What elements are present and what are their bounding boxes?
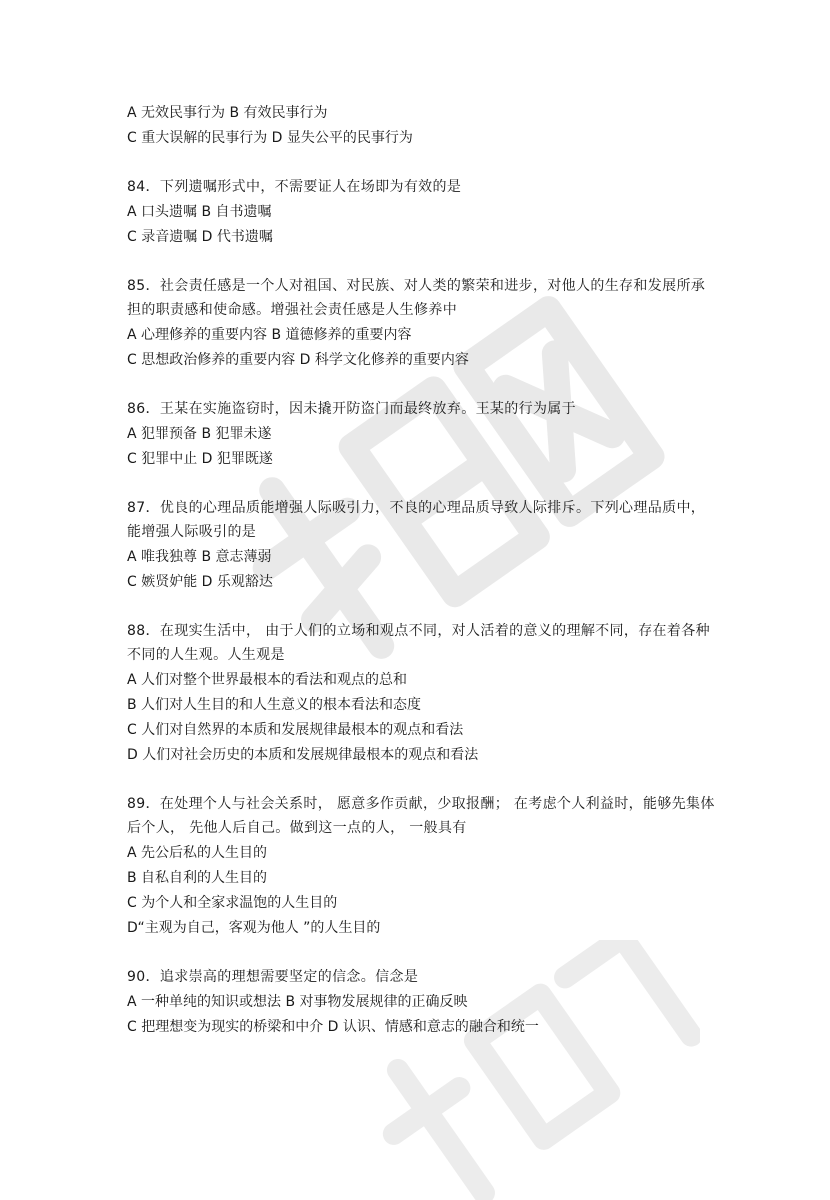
option-line: A 心理修养的重要内容 B 道德修养的重要内容	[127, 327, 412, 343]
option-line: A 唯我独尊 B 意志薄弱	[127, 549, 272, 565]
option-line: C 录音遗嘱 D 代书遗嘱	[127, 229, 273, 245]
option-line: C 思想政治修养的重要内容 D 科学文化修养的重要内容	[127, 352, 469, 368]
question-89	[127, 792, 717, 940]
option-line: A 犯罪预备 B 犯罪未遂	[127, 426, 272, 442]
question-86	[127, 397, 717, 471]
question-90	[127, 965, 717, 1039]
question-84	[127, 175, 717, 249]
question-stem: 85．社会责任感是一个人对祖国、对民族、对人类的繁荣和进步，对他人的生存和发展所承担的职责感和使命感。增强社会责任感是人生修养中	[127, 278, 706, 318]
question-87	[127, 496, 717, 594]
option-line: D 人们对社会历史的本质和发展规律最根本的观点和看法	[127, 747, 479, 763]
question-stem: 88．在现实生活中， 由于人们的立场和观点不同，对人活着的意义的理解不同，存在着各种不同的人生观。人生观是	[127, 623, 710, 663]
option-line: D“主观为自己，客观为他人 ”的人生目的	[127, 920, 381, 936]
document-page	[127, 100, 717, 1064]
option-line: A 一种单纯的知识或想法 B 对事物发展规律的正确反映	[127, 994, 468, 1010]
option-line: C 嫉贤妒能 D 乐观豁达	[127, 574, 273, 590]
option-line: A 无效民事行为 B 有效民事行为	[127, 105, 328, 121]
question-stem: 87．优良的心理品质能增强人际吸引力，不良的心理品质导致人际排斥。下列心理品质中，能增强人际吸引的是	[127, 500, 706, 540]
question-stem: 89．在处理个人与社会关系时， 愿意多作贡献，少取报酬； 在考虑个人利益时，能够先集体后个人， 先他人后自己。做到这一点的人， 一般具有	[127, 796, 715, 836]
question-88	[127, 619, 717, 767]
option-line: C 重大误解的民事行为 D 显失公平的民事行为	[127, 130, 413, 146]
question-stem: 86．王某在实施盗窃时，因未撬开防盗门而最终放弃。王某的行为属于	[127, 401, 577, 417]
option-line: A 先公后私的人生目的	[127, 845, 268, 861]
previous-question-options	[127, 101, 717, 150]
option-line: C 把理想变为现实的桥梁和中介 D 认识、情感和意志的融合和统一	[127, 1019, 539, 1035]
option-line: C 为个人和全家求温饱的人生目的	[127, 895, 338, 911]
option-line: C 人们对自然界的本质和发展规律最根本的观点和看法	[127, 722, 464, 738]
option-line: A 口头遗嘱 B 自书遗嘱	[127, 204, 272, 220]
question-stem: 84．下列遗嘱形式中，不需要证人在场即为有效的是	[127, 179, 462, 195]
option-line: B 人们对人生目的和人生意义的根本看法和态度	[127, 697, 422, 713]
question-stem: 90．追求崇高的理想需要坚定的信念。信念是	[127, 969, 419, 985]
option-line: B 自私自利的人生目的	[127, 870, 268, 886]
question-85	[127, 274, 717, 372]
option-line: A 人们对整个世界最根本的看法和观点的总和	[127, 672, 408, 688]
option-line: C 犯罪中止 D 犯罪既遂	[127, 451, 273, 467]
